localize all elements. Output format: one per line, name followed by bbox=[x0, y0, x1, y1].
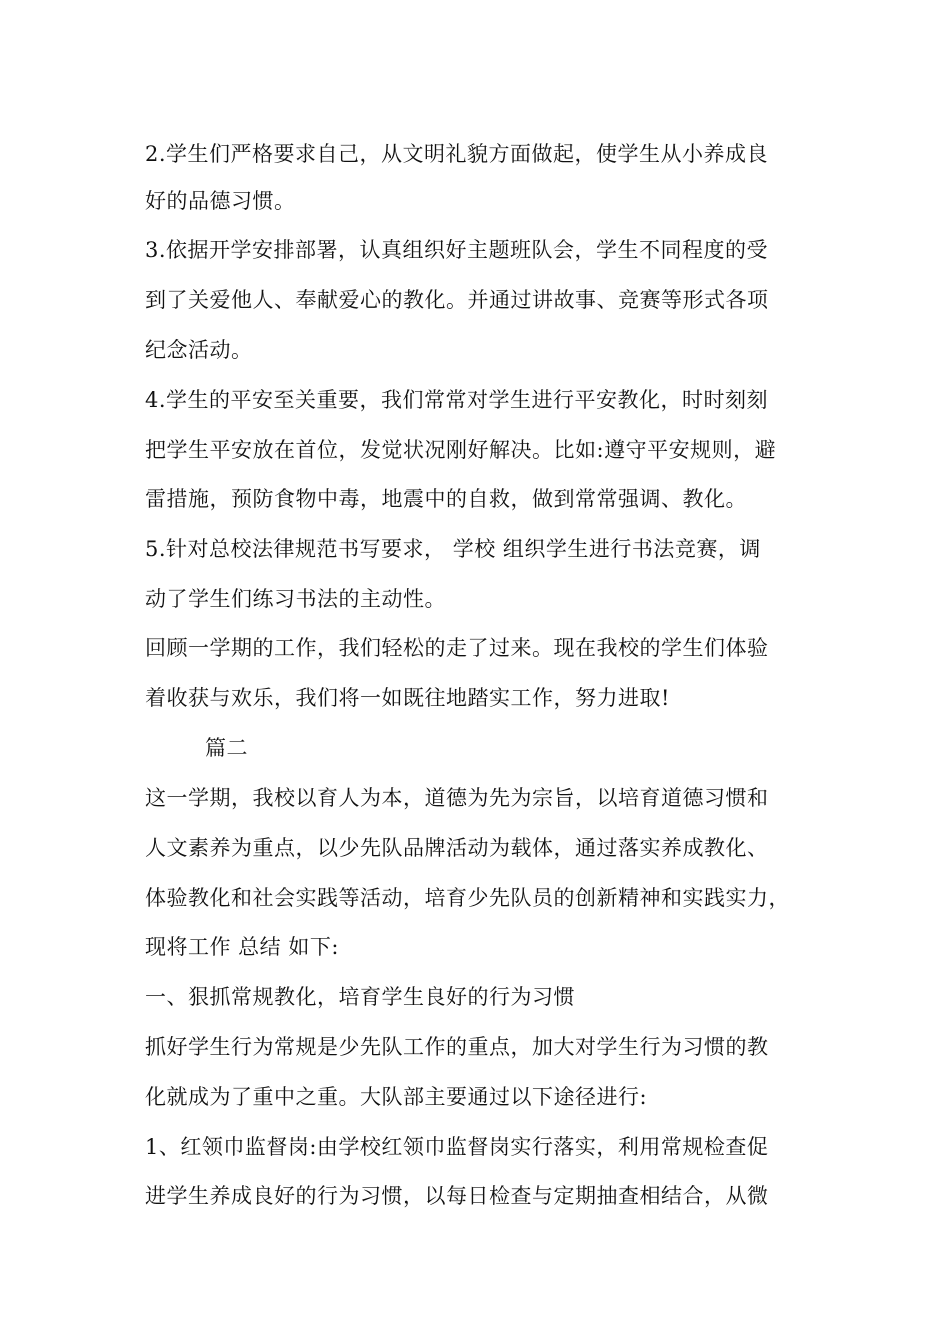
text-line: 1、红领巾监督岗:由学校红领巾监督岗实行落实，利用常规检查促 bbox=[145, 1135, 769, 1159]
text-line: 着收获与欢乐，我们将一如既往地踏实工作，努力进取! bbox=[145, 686, 670, 710]
text-line: 3.依据开学安排部署，认真组织好主题班队会，学生不同程度的受 bbox=[145, 238, 769, 262]
text-line: 回顾一学期的工作，我们轻松的走了过来。现在我校的学生们体验 bbox=[145, 636, 769, 660]
text-line: 化就成为了重中之重。大队部主要通过以下途径进行: bbox=[145, 1085, 648, 1109]
text-line: 这一学期，我校以育人为本，道德为先为宗旨，以培育道德习惯和 bbox=[145, 786, 769, 810]
text-line: 2.学生们严格要求自己，从文明礼貌方面做起，使学生从小养成良 bbox=[145, 142, 769, 166]
text-line: 雷措施，预防食物中毒，地震中的自救，做到常常强调、教化。 bbox=[145, 487, 747, 511]
text-line: 抓好学生行为常规是少先队工作的重点，加大对学生行为习惯的教 bbox=[145, 1035, 769, 1059]
text-line: 一、狠抓常规教化，培育学生良好的行为习惯 bbox=[145, 985, 575, 1009]
text-line: 体验教化和社会实践等活动，培育少先队员的创新精神和实践实力， bbox=[145, 886, 790, 910]
text-line: 进学生养成良好的行为习惯，以每日检查与定期抽查相结合，从微 bbox=[145, 1184, 769, 1208]
text-line: 好的品德习惯。 bbox=[145, 189, 296, 213]
text-line: 4.学生的平安至关重要，我们常常对学生进行平安教化，时时刻刻 bbox=[145, 388, 769, 412]
text-line: 把学生平安放在首位，发觉状况刚好解决。比如:遵守平安规则，避 bbox=[145, 438, 777, 462]
text-line: 到了关爱他人、奉献爱心的教化。并通过讲故事、竞赛等形式各项 bbox=[145, 288, 769, 312]
text-line: 现将工作 总结 如下: bbox=[145, 935, 339, 959]
text-line: 5.针对总校法律规范书写要求， 学校 组织学生进行书法竞赛，调 bbox=[145, 537, 761, 561]
text-line: 纪念活动。 bbox=[145, 338, 253, 362]
text-line: 人文素养为重点，以少先队品牌活动为载体，通过落实养成教化、 bbox=[145, 836, 769, 860]
text-line: 动了学生们练习书法的主动性。 bbox=[145, 587, 446, 611]
section-heading: 篇二 bbox=[205, 736, 248, 760]
